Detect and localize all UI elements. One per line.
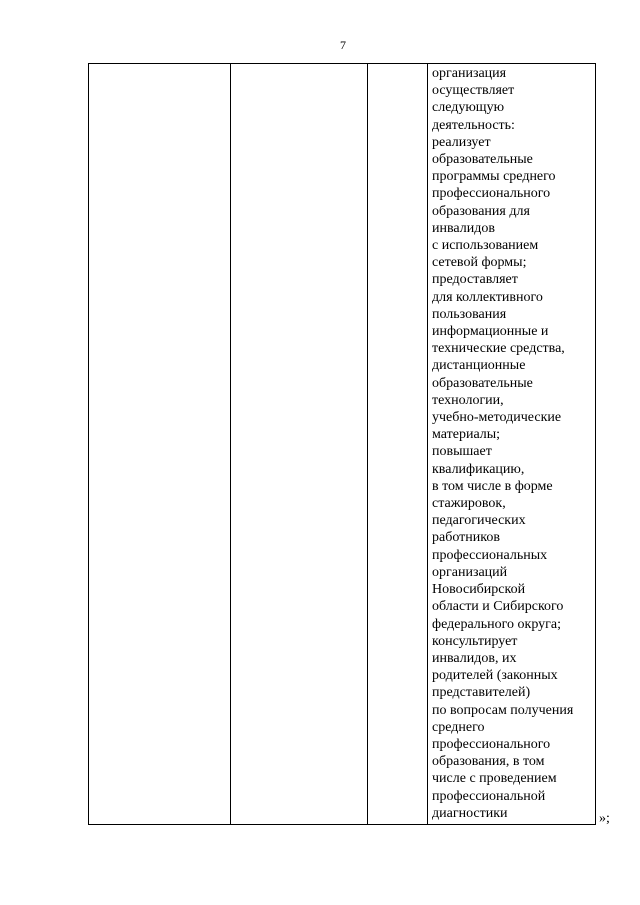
text-line: инвалидов, их — [432, 650, 517, 666]
text-line: инвалидов — [432, 220, 495, 236]
text-line: сетевой формы; — [432, 255, 527, 271]
closing-quote-mark: »; — [599, 811, 610, 826]
text-line: работников — [432, 530, 500, 546]
text-line: технологии, — [432, 392, 504, 408]
text-line: консультирует — [432, 633, 518, 649]
text-line: для коллективного — [432, 289, 543, 305]
table-cell-col3 — [368, 64, 428, 825]
activity-description — [428, 64, 595, 822]
text-line: учебно-методические — [432, 410, 562, 426]
text-line: деятельность: — [432, 117, 515, 133]
text-line: дистанционные — [432, 358, 526, 374]
text-line: технические средства, — [432, 341, 565, 357]
text-line: профессионального — [432, 736, 551, 752]
text-line: организация — [432, 66, 507, 81]
document-table — [88, 63, 596, 825]
text-line: родителей (законных — [432, 668, 558, 684]
table-cell-col1 — [89, 64, 231, 825]
text-line: диагностики — [432, 805, 508, 821]
text-line: профессиональных — [432, 547, 548, 563]
text-line: профессиональной — [432, 788, 546, 804]
table-row — [89, 64, 596, 825]
text-line: стажировок, — [432, 496, 506, 512]
text-line: профессионального — [432, 186, 551, 202]
text-line: среднего — [432, 719, 485, 735]
text-line: федерального округа; — [432, 616, 561, 632]
text-line: квалификацию, — [432, 461, 525, 477]
text-line: следующую — [432, 100, 505, 116]
text-line: реализует — [432, 134, 491, 150]
text-line: повышает — [432, 444, 492, 460]
text-line: пользования — [432, 306, 507, 322]
text-line: числе с проведением — [432, 771, 557, 787]
text-line: образования для — [432, 203, 530, 219]
text-line: предоставляет — [432, 272, 518, 288]
page-number: 7 — [340, 38, 346, 52]
text-line: организаций — [432, 564, 508, 580]
text-line: педагогических — [432, 513, 526, 529]
text-line: области и Сибирского — [432, 599, 564, 615]
text-line: образовательные — [432, 152, 533, 168]
text-line: представителей) — [432, 685, 531, 701]
table-cell-col2 — [231, 64, 368, 825]
text-line: с использованием — [432, 238, 539, 254]
text-line: в том числе в форме — [432, 478, 553, 494]
text-line: образования, в том — [432, 754, 545, 770]
text-line: информационные и — [432, 324, 549, 340]
text-line: по вопросам получения — [432, 702, 574, 718]
text-line: осуществляет — [432, 83, 515, 99]
text-line: программы среднего — [432, 169, 556, 185]
table-cell-col4 — [428, 64, 596, 825]
text-line: образовательные — [432, 375, 533, 391]
text-line: материалы; — [432, 427, 501, 443]
text-line: Новосибирской — [432, 582, 526, 598]
